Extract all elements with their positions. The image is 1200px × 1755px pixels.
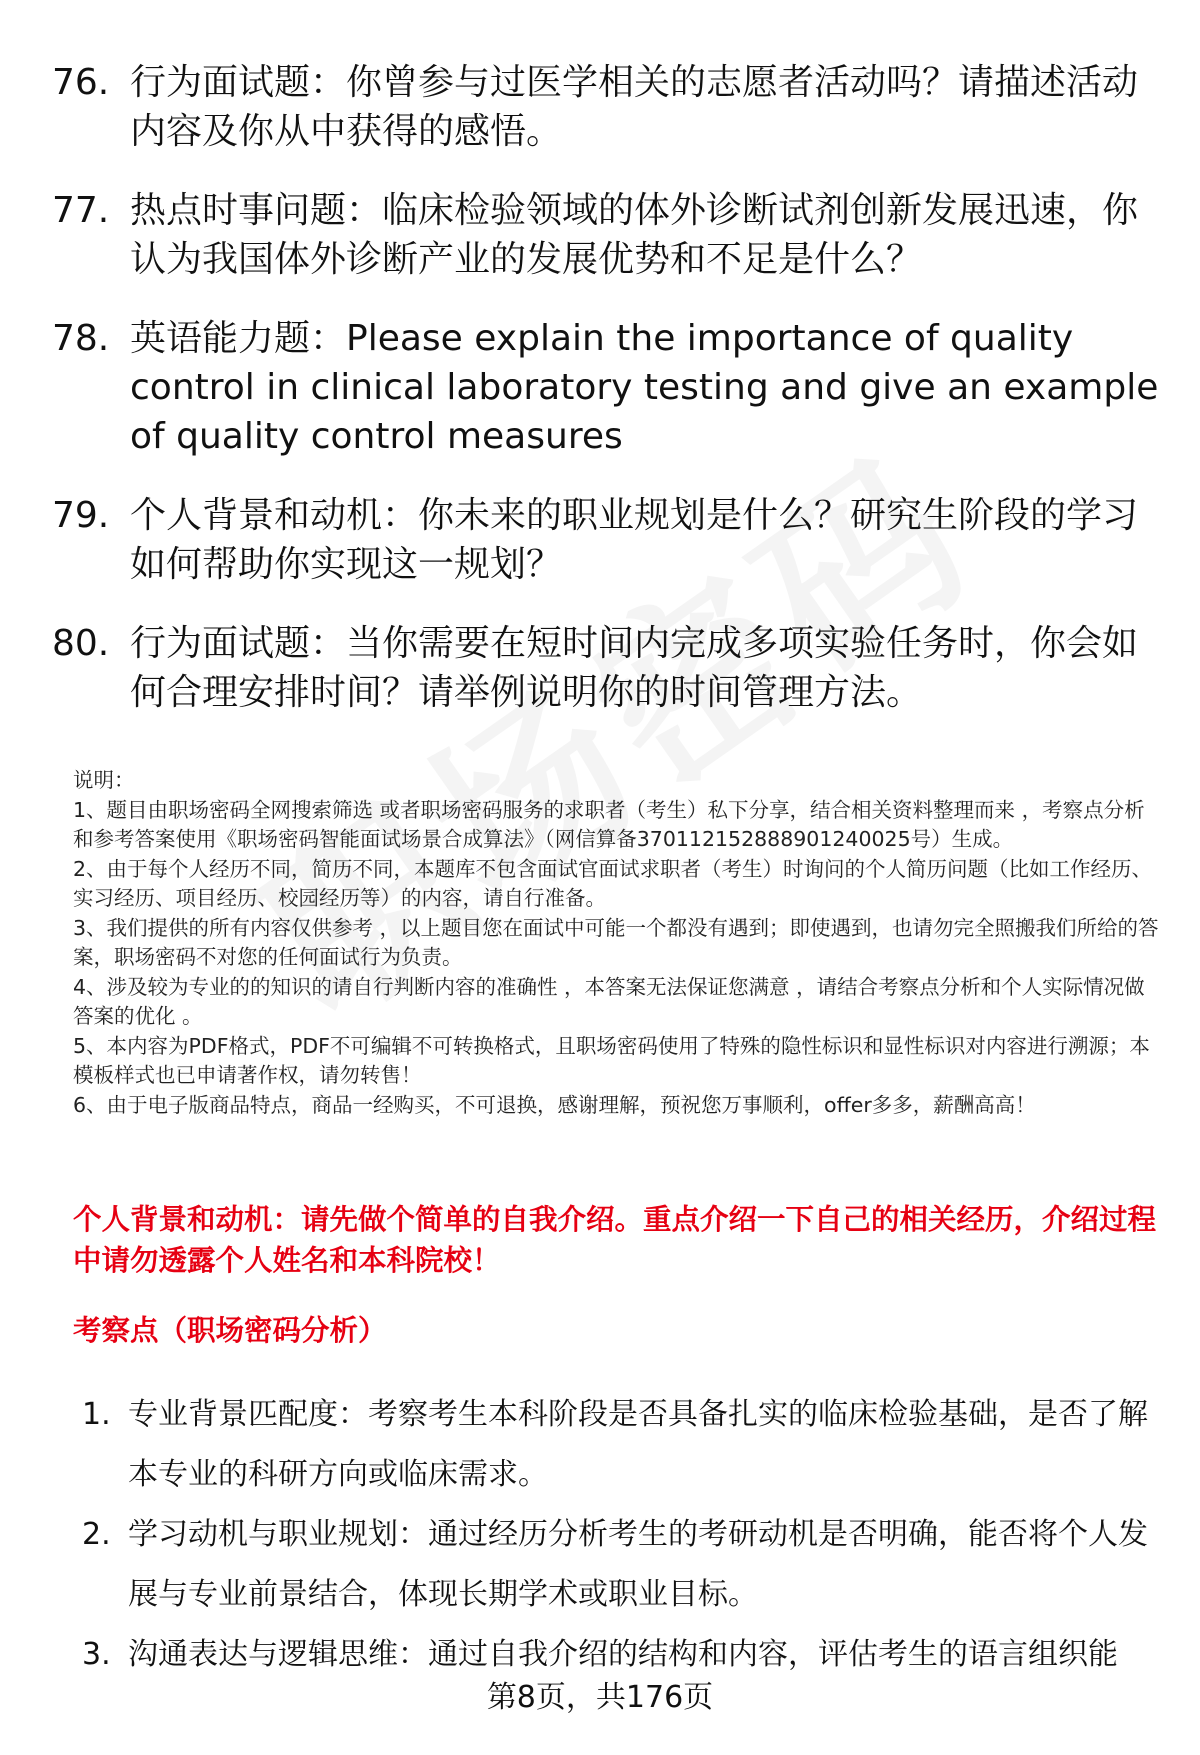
point-text: 专业背景匹配度：考察考生本科阶段是否具备扎实的临床检验基础，是否了解本专业的科研方向或临床需求。 (128, 1397, 1148, 1492)
note-item: 5、本内容为PDF格式，PDF不可编辑不可转换格式，且职场密码使用了特殊的隐性标识和显性标识对内容进行溯源；本模板样式也已申请著作权，请勿转售！ (73, 1033, 1150, 1087)
page-footer: 第8页，共176页 (486, 1680, 714, 1715)
analysis-heading: 考察点（职场密码分析） (73, 1314, 387, 1347)
notes-title: 说明： (73, 768, 135, 792)
point-text: 学习动机与职业规划：通过经历分析考生的考研动机是否明确，能否将个人发展与专业前景结合，体现长期学术或职业目标。 (128, 1517, 1148, 1612)
analysis-points (82, 1385, 1162, 1685)
point-number: 3. (82, 1637, 111, 1672)
question-number: 77. (52, 190, 110, 231)
question-item (52, 619, 1162, 717)
point-number: 2. (82, 1517, 111, 1552)
note-item: 4、涉及较为专业的的知识的请自行判断内容的准确性 ，本答案无法保证您满意 ，请结合考察点分析和个人实际情况做答案的优化 。 (73, 974, 1145, 1028)
question-number: 78. (52, 318, 110, 359)
note-item: 2、由于每个人经历不同，简历不同，本题库不包含面试官面试求职者（考生）时询问的个人简历问题（比如工作经历、实习经历、项目经历、校园经历等）的内容，请自行准备。 (73, 856, 1153, 910)
analysis-point (82, 1505, 1162, 1625)
question-text: 个人背景和动机：你未来的职业规划是什么？研究生阶段的学习如何帮助你实现这一规划？ (130, 495, 1139, 585)
note-item: 3、我们提供的所有内容仅供参考 ，以上题目您在面试中可能一个都没有遇到；即使遇到，也请勿完全照搬我们所给的答案，职场密码不对您的任何面试行为负责。 (73, 915, 1159, 969)
question-item (52, 491, 1162, 589)
question-text: 热点时事问题：临床检验领域的体外诊断试剂创新发展迅速，你认为我国体外诊断产业的发展优势和不足是什么？ (130, 190, 1139, 280)
note-item: 6、由于电子版商品特点，商品一经购买，不可退换，感谢理解，预祝您万事顺利，offer多多，薪酬高高！ (73, 1092, 1036, 1117)
notes-section (73, 766, 1163, 1120)
point-number: 1. (82, 1397, 111, 1432)
question-text: 行为面试题：你曾参与过医学相关的志愿者活动吗？请描述活动内容及你从中获得的感悟。 (130, 62, 1139, 152)
note-item: 1、题目由职场密码全网搜索筛选 或者职场密码服务的求职者（考生）私下分享，结合相关资料整理而来 ，考察点分析和参考答案使用《职场密码智能面试场景合成算法》（网信算备370112152888901240025号）生成。 (73, 797, 1145, 851)
point-text: 沟通表达与逻辑思维：通过自我介绍的结构和内容，评估考生的语言组织能 (128, 1637, 1118, 1672)
question-text: 行为面试题：当你需要在短时间内完成多项实验任务时，你会如何合理安排时间？请举例说明你的时间管理方法。 (130, 623, 1139, 713)
featured-question: 个人背景和动机：请先做个简单的自我介绍。重点介绍一下自己的相关经历，介绍过程中请勿透露个人姓名和本科院校！ (73, 1203, 1157, 1277)
question-text: 英语能力题：Please explain the importance of quality control in clinical laboratory testing and give an example of quality control measures (130, 318, 1159, 457)
question-number: 79. (52, 495, 110, 536)
question-number: 76. (52, 62, 110, 103)
analysis-point (82, 1625, 1162, 1685)
question-item (52, 314, 1162, 461)
analysis-point (82, 1385, 1162, 1505)
question-number: 80. (52, 623, 110, 664)
question-list (52, 58, 1162, 747)
question-item (52, 186, 1162, 284)
question-item (52, 58, 1162, 156)
